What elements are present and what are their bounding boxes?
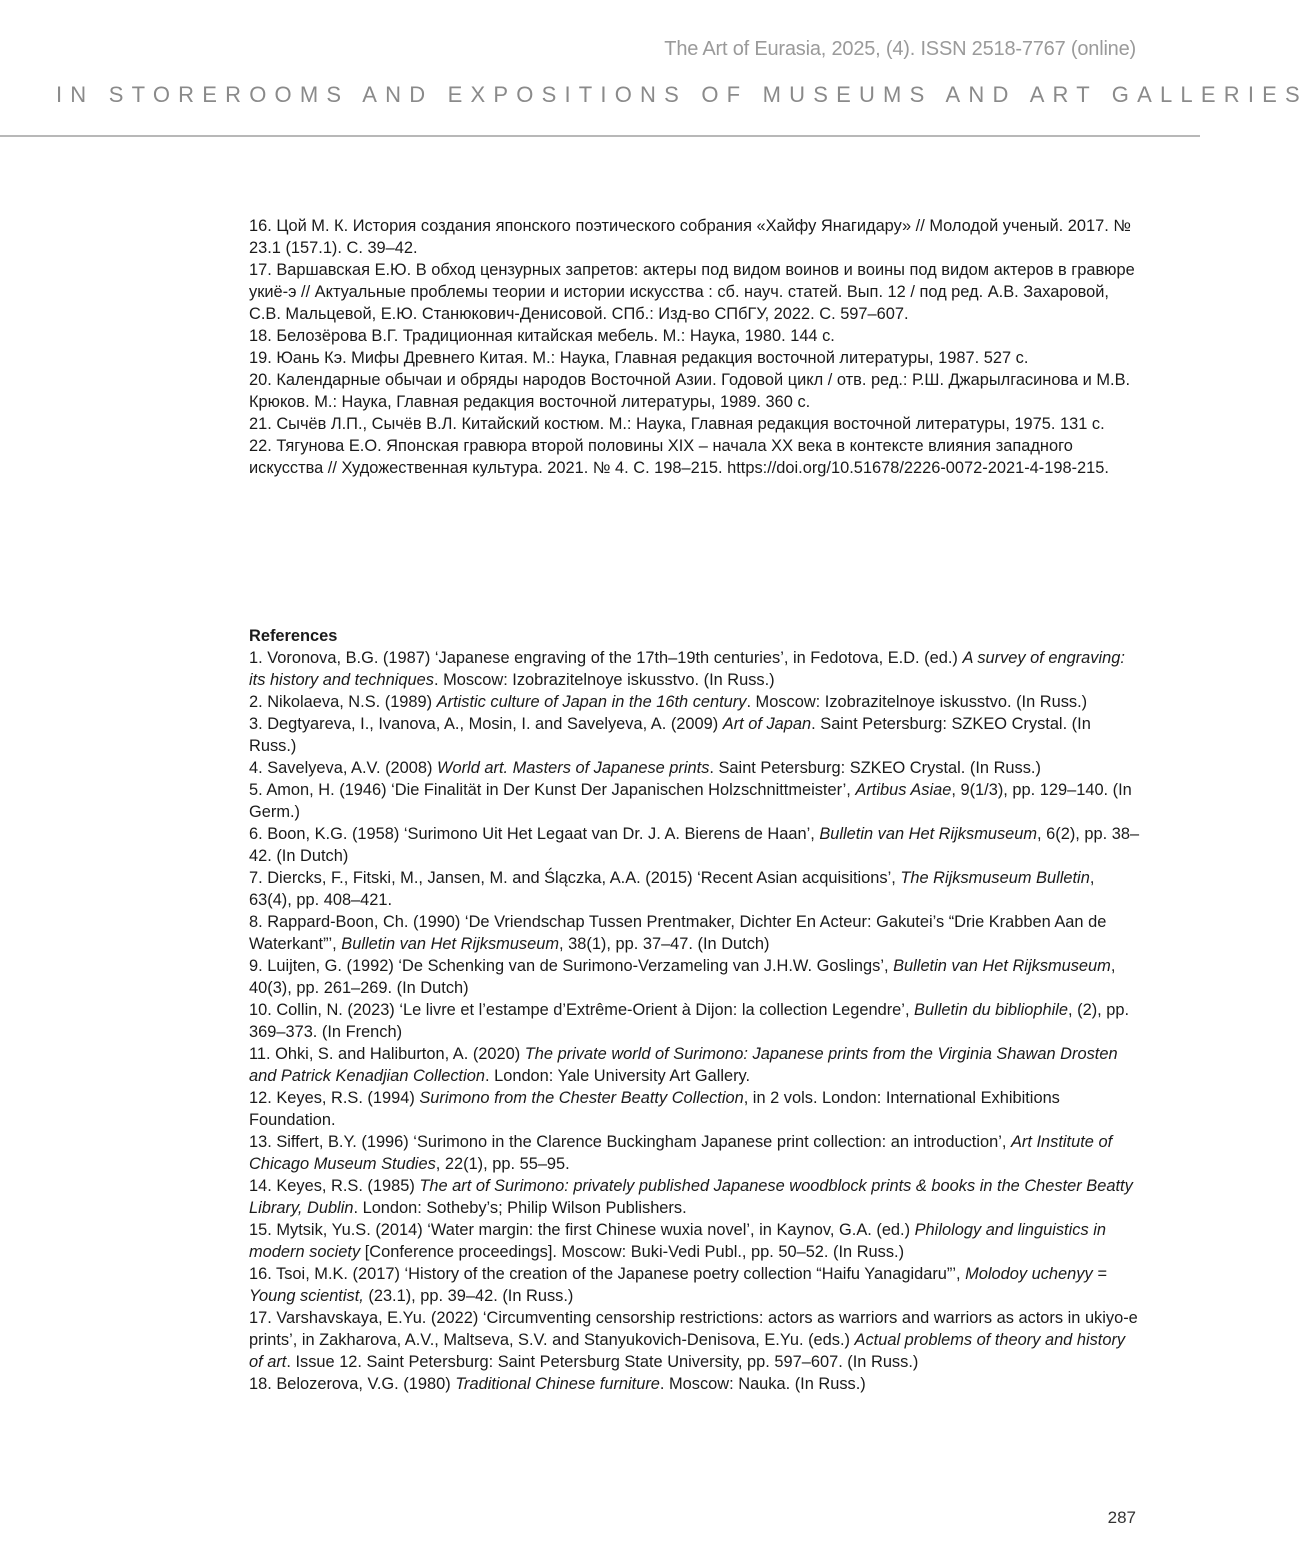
reference-text: 10. Collin, N. (2023) ‘Le livre et l’estampe d’Extrême-Orient à Dijon: la collection Legendre’, xyxy=(249,1001,915,1019)
reference-text: 16. Tsoi, M.K. (2017) ‘History of the creation of the Japanese poetry collection “Haifu Yanagidaru”’, xyxy=(249,1265,966,1283)
reference-item xyxy=(249,1043,1141,1087)
reference-title: Bulletin du bibliophile xyxy=(914,1001,1069,1019)
reference-text: , 6(2), pp. 38–42. (In Dutch) xyxy=(249,825,1140,865)
reference-text: 5. Amon, H. (1946) ‘Die Finalität in Der Kunst Der Japanischen Holzschnittmeister’, xyxy=(249,781,856,799)
reference-item xyxy=(249,955,1141,999)
reference-text: 8. Rappard-Boon, Ch. (1990) ‘De Vriendschap Tussen Prentmaker, Dichter En Acteur: Gakutei’s “Drie Krabben Aan de Waterkant”’, xyxy=(249,913,1107,953)
bibliography-item: 21. Сычёв Л.П., Сычёв В.Л. Китайский костюм. М.: Наука, Главная редакция восточной литературы, 1975. 131 с. xyxy=(249,415,1105,433)
reference-text: , 63(4), pp. 408–421. xyxy=(249,869,1095,909)
reference-title: Molodoy uchenyy = Young scientist, xyxy=(249,1265,1107,1305)
reference-item xyxy=(249,823,1141,867)
reference-title: Surimono from the Chester Beatty Collection xyxy=(419,1089,744,1107)
reference-text: , (2), pp. 369–373. (In French) xyxy=(249,1001,1130,1041)
reference-text: 7. Diercks, F., Fitski, M., Jansen, M. and Ślączka, A.A. (2015) ‘Recent Asian acquisitions’, xyxy=(249,869,901,887)
bibliography-item: 19. Юань Кэ. Мифы Древнего Китая. М.: Наука, Главная редакция восточной литературы, 1987. 527 с. xyxy=(249,349,1029,367)
bibliography-item: 20. Календарные обычаи и обряды народов Восточной Азии. Годовой цикл / отв. ред.: Р.Ш. Джарылгасинова и М.В. Крюков. М.: Наука, Главная редакция восточной литературы, 1989. 360 с. xyxy=(249,371,1131,411)
reference-item xyxy=(249,1263,1141,1307)
references-list xyxy=(249,647,1141,1395)
reference-text: 13. Siffert, B.Y. (1996) ‘Surimono in the Clarence Buckingham Japanese print collection: an introduction’, xyxy=(249,1133,1011,1151)
reference-text: 4. Savelyeva, A.V. (2008) xyxy=(249,759,438,777)
reference-text: 2. Nikolaeva, N.S. (1989) xyxy=(249,693,437,711)
reference-text: (23.1), pp. 39–42. (In Russ.) xyxy=(363,1287,574,1305)
section-title: IN STOREROOMS AND EXPOSITIONS OF MUSEUMS AND ART GALLERIES xyxy=(56,82,1308,107)
reference-text: . Moscow: Izobrazitelnoye iskusstvo. (In Russ.) xyxy=(433,671,775,689)
references-heading: References xyxy=(249,627,338,645)
reference-text: 9. Luijten, G. (1992) ‘De Schenking van de Surimono-Verzameling van J.H.W. Goslings’, xyxy=(249,957,894,975)
reference-text: , 9(1/3), pp. 129–140. (In Germ.) xyxy=(249,781,1132,821)
reference-item xyxy=(249,911,1141,955)
reference-title: Philology and linguistics in modern society xyxy=(249,1221,1106,1261)
reference-text: 11. Ohki, S. and Haliburton, A. (2020) xyxy=(249,1045,525,1063)
reference-text: , 40(3), pp. 261–269. (In Dutch) xyxy=(249,957,1116,997)
reference-title: The Rijksmuseum Bulletin xyxy=(900,869,1090,887)
reference-text: , 38(1), pp. 37–47. (In Dutch) xyxy=(559,935,770,953)
reference-item xyxy=(249,1175,1141,1219)
reference-text: 12. Keyes, R.S. (1994) xyxy=(249,1089,420,1107)
reference-item xyxy=(249,1307,1141,1373)
reference-item xyxy=(249,691,1141,713)
reference-title: Actual problems of theory and history of art xyxy=(249,1331,1126,1371)
bibliography-item: 18. Белозёрова В.Г. Традиционная китайская мебель. М.: Наука, 1980. 144 с. xyxy=(249,327,835,345)
reference-item xyxy=(249,1131,1141,1175)
header-divider xyxy=(0,135,1200,137)
reference-text: 17. Varshavskaya, E.Yu. (2022) ‘Circumventing censorship restrictions: actors as warriors and warriors as actors in ukiyo-e prints’, in Zakharova, A.V., Maltseva, S.V. and Stanyukovich-Denisova, E.Yu. (eds.) xyxy=(249,1309,1138,1349)
reference-title: Bulletin van Het Rijksmuseum xyxy=(341,935,560,953)
reference-text: . Moscow: Izobrazitelnoye iskusstvo. (In Russ.) xyxy=(746,693,1088,711)
reference-title: Bulletin van Het Rijksmuseum xyxy=(893,957,1111,975)
reference-title: The art of Surimono: privately published Japanese woodblock prints & books in the Chester Beatty Library, Dublin xyxy=(249,1177,1133,1217)
reference-text: , 22(1), pp. 55–95. xyxy=(435,1155,570,1173)
reference-title: Art of Japan xyxy=(722,715,812,733)
reference-item xyxy=(249,867,1141,911)
reference-text: 14. Keyes, R.S. (1985) xyxy=(249,1177,420,1195)
reference-text: 1. Voronova, B.G. (1987) ‘Japanese engraving of the 17th–19th centuries’, in Fedotova, E.D. (ed.) xyxy=(249,649,963,667)
reference-text: . Saint Petersburg: SZKEO Crystal. (In Russ.) xyxy=(249,715,1091,755)
reference-item xyxy=(249,779,1141,823)
reference-text: . Issue 12. Saint Petersburg: Saint Petersburg State University, pp. 597–607. (In Russ.) xyxy=(286,1353,919,1371)
reference-text: 18. Belozerova, V.G. (1980) xyxy=(249,1375,456,1393)
bibliography-item: 17. Варшавская Е.Ю. В обход цензурных запретов: актеры под видом воинов и воины под видом актеров в гравюре укиё-э // Актуальные проблемы теории и истории искусства : сб. науч. статей. Вып. 12 / под ред. А.В. Захаровой, С.В. Мальцевой, Е.Ю. Станюкович-Денисовой. СПб.: Изд-во СПбГУ, 2022. С. 597–607. xyxy=(249,261,1135,323)
reference-title: Bulletin van Het Rijksmuseum xyxy=(819,825,1038,843)
reference-title: The private world of Surimono: Japanese prints from the Virginia Shawan Drosten and Patrick Kenadjian Collection xyxy=(249,1045,1118,1085)
reference-title: A survey of engraving: its history and techniques xyxy=(249,649,1125,689)
reference-text: . London: Yale University Art Gallery. xyxy=(484,1067,751,1085)
reference-text: . London: Sotheby’s; Philip Wilson Publishers. xyxy=(353,1199,687,1217)
references-section xyxy=(249,625,1141,1395)
reference-text: , in 2 vols. London: International Exhibitions Foundation. xyxy=(249,1089,1060,1129)
reference-text: . Moscow: Nauka. (In Russ.) xyxy=(659,1375,866,1393)
bibliography-item: 22. Тягунова Е.О. Японская гравюра второй половины XIX – начала XX века в контексте влияния западного искусства // Художественная культура. 2021. № 4. С. 198–215. https://doi.org/10.51678/2226-0072-2021-4-198-215. xyxy=(249,437,1109,477)
reference-text: 15. Mytsik, Yu.S. (2014) ‘Water margin: the first Chinese wuxia novel’, in Kaynov, G.A. (ed.) xyxy=(249,1221,915,1239)
reference-item xyxy=(249,713,1141,757)
reference-title: Artistic culture of Japan in the 16th century xyxy=(436,693,747,711)
reference-text: 6. Boon, K.G. (1958) ‘Surimono Uit Het Legaat van Dr. J. A. Bierens de Haan’, xyxy=(249,825,820,843)
reference-title: Art Institute of Chicago Museum Studies xyxy=(249,1133,1113,1173)
reference-item xyxy=(249,1373,1141,1395)
reference-text: [Conference proceedings]. Moscow: Buki-Vedi Publ., pp. 50–52. (In Russ.) xyxy=(360,1243,905,1261)
reference-item xyxy=(249,1087,1141,1131)
bibliography-item: 16. Цой М. К. История создания японского поэтического собрания «Хайфу Янагидару» // Молодой ученый. 2017. № 23.1 (157.1). С. 39–42. xyxy=(249,217,1131,257)
reference-item xyxy=(249,757,1141,779)
reference-title: Artibus Asiae xyxy=(855,781,952,799)
journal-citation: The Art of Eurasia, 2025, (4). ISSN 2518-7767 (online) xyxy=(664,38,1136,60)
reference-item xyxy=(249,1219,1141,1263)
reference-item xyxy=(249,999,1141,1043)
reference-title: Traditional Chinese furniture xyxy=(455,1375,660,1393)
page-number: 287 xyxy=(1107,1508,1136,1527)
bibliography-list xyxy=(249,215,1141,479)
reference-text: . Saint Petersburg: SZKEO Crystal. (In Russ.) xyxy=(709,759,1041,777)
reference-item xyxy=(249,647,1141,691)
reference-text: 3. Degtyareva, I., Ivanova, A., Mosin, I. and Savelyeva, A. (2009) xyxy=(249,715,723,733)
reference-title: World art. Masters of Japanese prints xyxy=(437,759,710,777)
